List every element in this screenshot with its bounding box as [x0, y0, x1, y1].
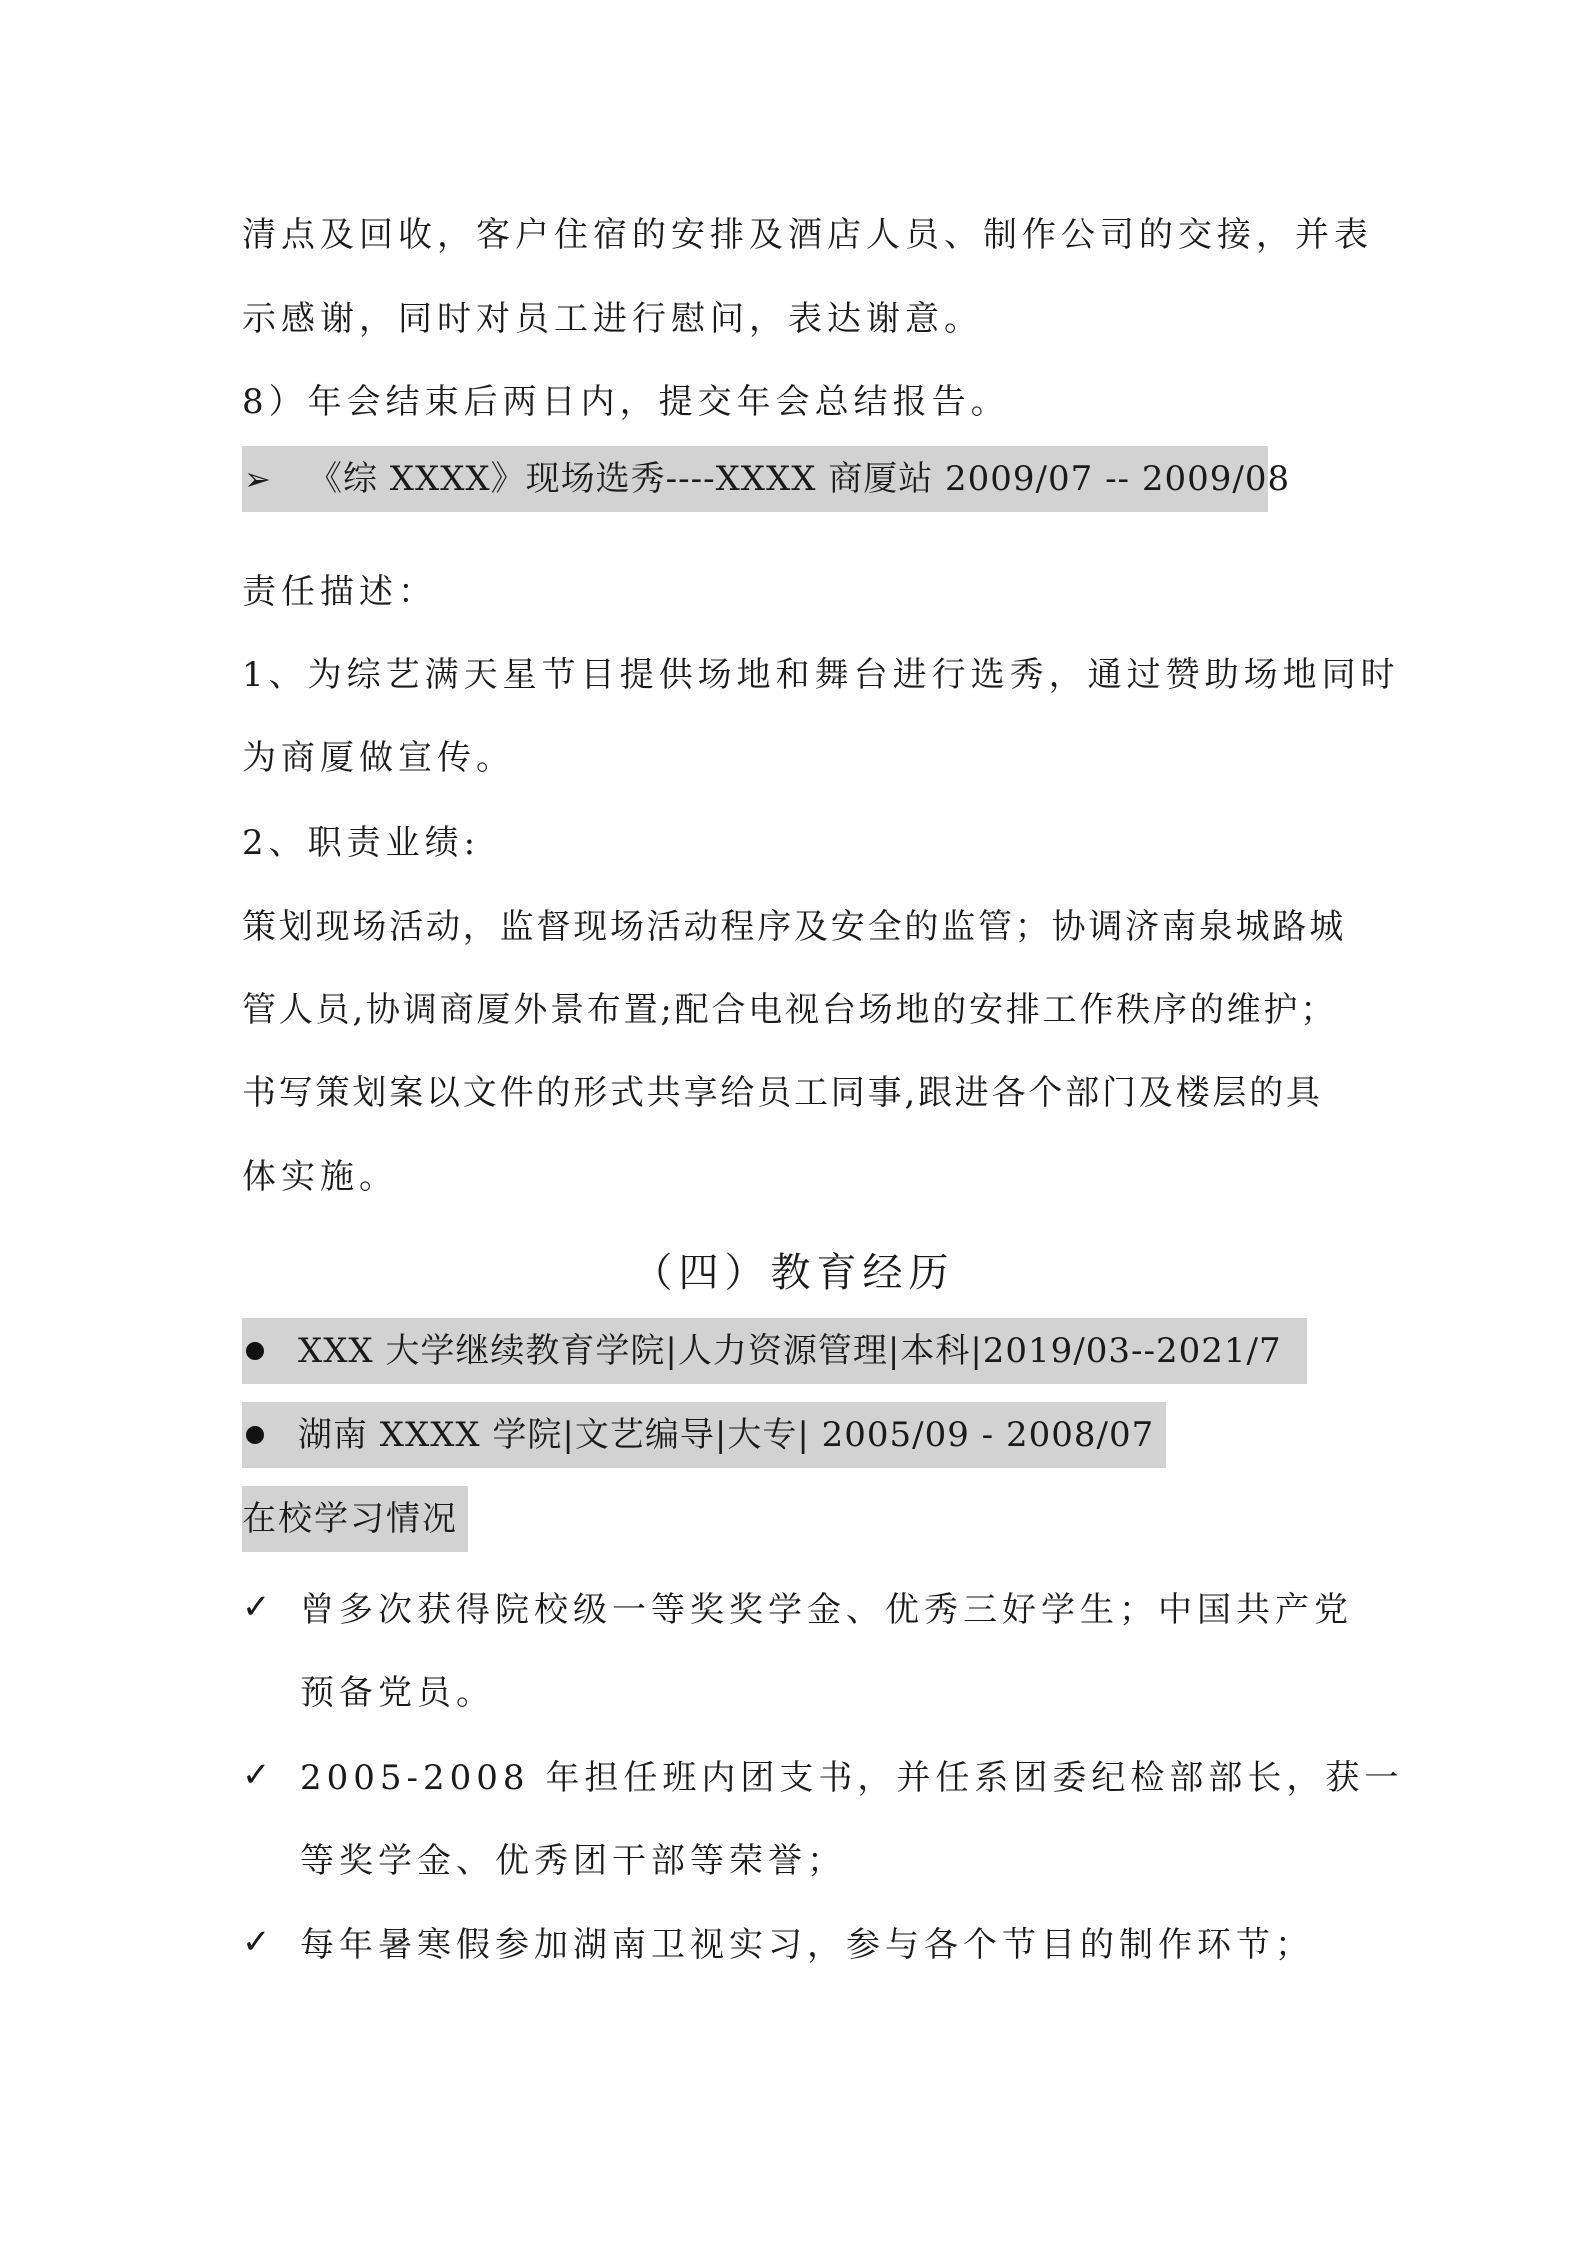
study-heading: 在校学习情况 [242, 1499, 458, 1539]
checkmark-icon: ✓ [242, 1755, 271, 1795]
paragraph-line: 策划现场活动，监督现场活动程序及安全的监管；协调济南泉城路城 [242, 907, 1346, 947]
paragraph-line: 1、为综艺满天星节目提供场地和舞台进行选秀，通过赞助场地同时 [242, 655, 1400, 695]
checkmark-icon: ✓ [242, 1587, 271, 1627]
checkmark-icon: ✓ [242, 1922, 271, 1962]
paragraph-line: 8）年会结束后两日内，提交年会总结报告。 [242, 382, 1010, 422]
paragraph-line: 书写策划案以文件的形式共享给员工同事,跟进各个部门及楼层的具 [242, 1073, 1323, 1113]
paragraph-line: 管人员,协调商厦外景布置;配合电视台场地的安排工作秩序的维护； [242, 990, 1338, 1030]
achievement-line: 曾多次获得院校级一等奖奖学金、优秀三好学生；中国共产党 [300, 1590, 1353, 1630]
responsibility-heading: 责任描述： [242, 572, 437, 612]
paragraph-line: 为商厦做宣传。 [242, 738, 515, 778]
achievement-line: 等奖学金、优秀团干部等荣誉； [300, 1841, 846, 1881]
paragraph-line: 体实施。 [242, 1157, 398, 1197]
education-entry: XXX 大学继续教育学院|人力资源管理|本科|2019/03--2021/7 [298, 1331, 1282, 1371]
bullet-dot-icon [246, 1342, 264, 1360]
paragraph-line: 示感谢，同时对员工进行慰问，表达谢意。 [242, 299, 983, 339]
section-title: （四）教育经历 [632, 1250, 955, 1296]
education-entry: 湖南 XXXX 学院|文艺编导|大专| 2005/09 - 2008/07 [298, 1415, 1155, 1455]
achievement-line: 预备党员。 [300, 1673, 495, 1713]
duties-label: 2、职责业绩: [242, 823, 481, 863]
achievement-line: 2005-2008 年担任班内团支书，并任系团委纪检部部长，获一 [300, 1758, 1404, 1798]
paragraph-line: 清点及回收，客户住宿的安排及酒店人员、制作公司的交接，并表 [242, 215, 1373, 255]
project-title: 《综 XXXX》现场选秀----XXXX 商厦站 2009/07 -- 2009/08 [308, 459, 1291, 499]
achievement-line: 每年暑寒假参加湖南卫视实习，参与各个节目的制作环节； [300, 1925, 1314, 1965]
bullet-dot-icon [246, 1426, 264, 1444]
arrow-bullet-icon: ➢ [244, 460, 271, 498]
